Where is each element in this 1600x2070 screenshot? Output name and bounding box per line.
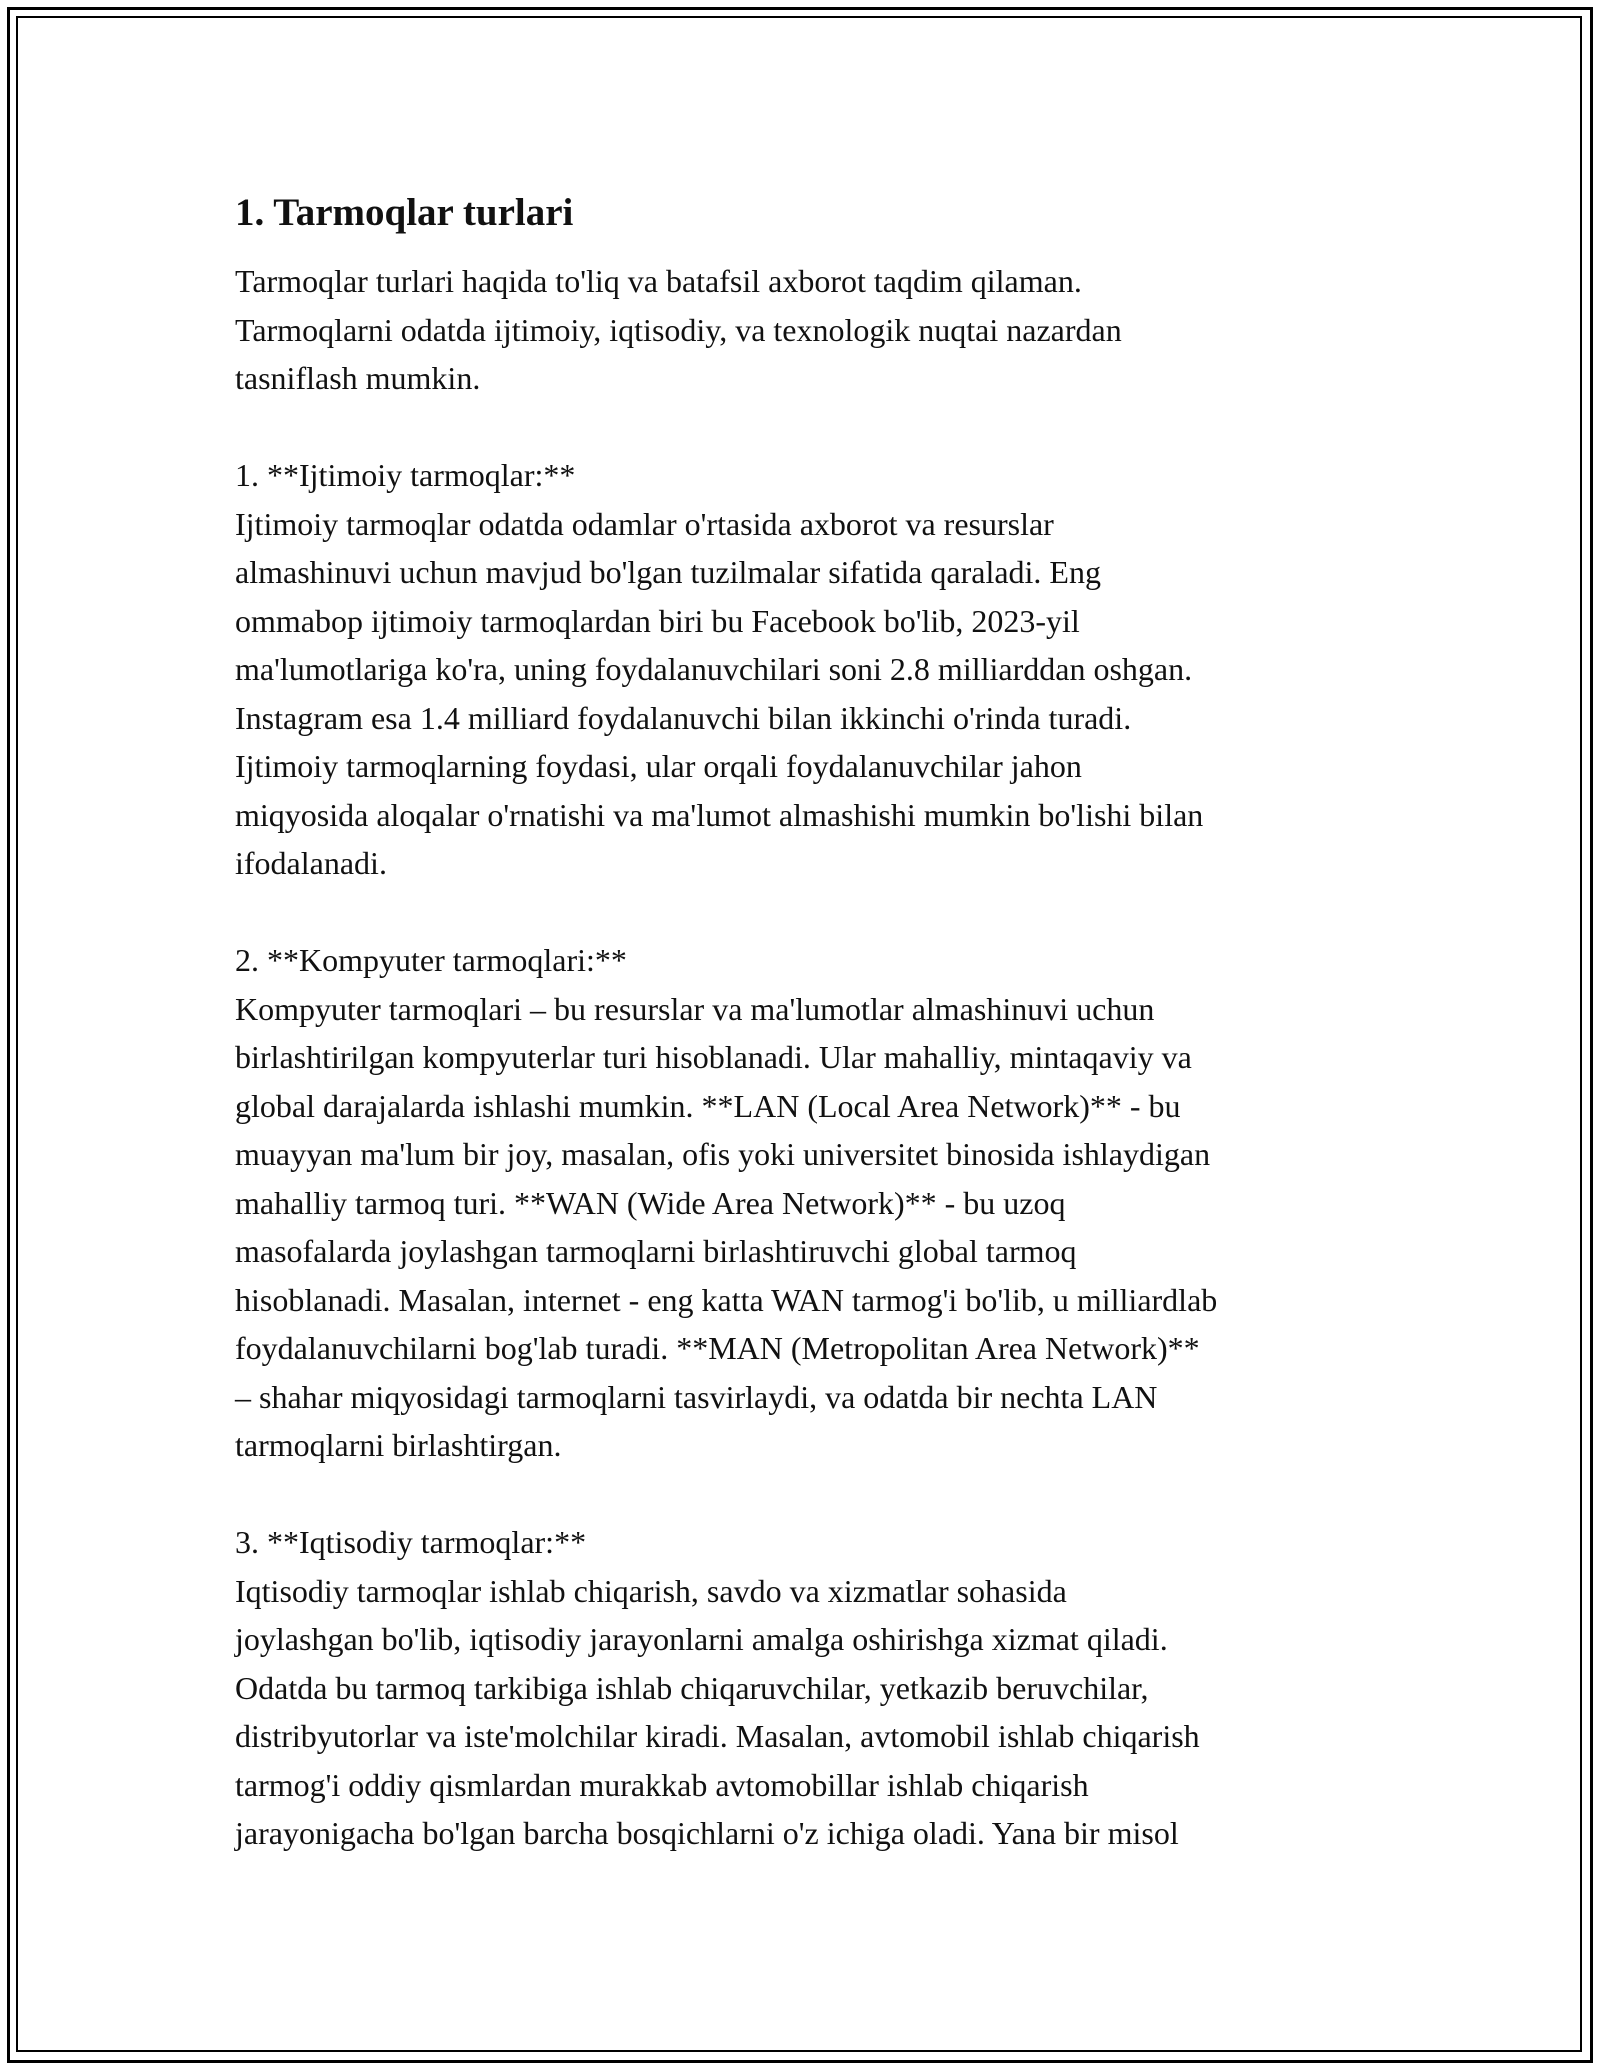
document-content [235,185,1385,1858]
document-title: 1. Tarmoqlar turlari [235,191,574,234]
document-body: Tarmoqlar turlari haqida to'liq va batafsil axborot taqdim qilaman. Tarmoqlarni odatda ijtimoiy, iqtisodiy, va texnologik nuqtai nazardan tasniflash mumkin. 1. **Ijtimoiy tarmoqlar:** Ijtimoiy tarmoqlar odatda odamlar o'rtasida axborot va resurslar almashinuvi uchun mavjud bo'lgan tuzilmalar sifatida qaraladi. Eng ommabop ijtimoiy tarmoqlardan biri bu Facebook bo'lib, 2023-yil ma'lumotlariga ko'ra, uning foydalanuvchilari soni 2.8 milliarddan oshgan. Instagram esa 1.4 milliard foydalanuvchi bilan ikkinchi o'rinda turadi. Ijtimoiy tarmoqlarning foydasi, ular orqali foydalanuvchilar jahon miqyosida aloqalar o'rnatishi va ma'lumot almashishi mumkin bo'lishi bilan ifodalanadi. 2. **Kompyuter tarmoqlari:** Kompyuter tarmoqlari – bu resurslar va ma'lumotlar almashinuvi uchun birlashtirilgan kompyuterlar turi hisoblanadi. Ular mahalliy, mintaqaviy va global darajalarda ishlashi mumkin. **LAN (Local Area Network)** - bu muayyan ma'lum bir joy, masalan, ofis yoki universitet binosida ishlaydigan mahalliy tarmoq turi. **WAN (Wide Area Network)** - bu uzoq masofalarda joylashgan tarmoqlarni birlashtiruvchi global tarmoq hisoblanadi. Masalan, internet - eng katta WAN tarmog'i bo'lib, u milliardlab foydalanuvchilarni bog'lab turadi. **MAN (Metropolitan Area Network)** – shahar miqyosidagi tarmoqlarni tasvirlaydi, va odatda bir nechta LAN tarmoqlarni birlashtirgan. 3. **Iqtisodiy tarmoqlar:** Iqtisodiy tarmoqlar ishlab chiqarish, savdo va xizmatlar sohasida joylashgan bo'lib, iqtisodiy jarayonlarni amalga oshirishga xizmat qiladi. Odatda bu tarmoq tarkibiga ishlab chiqaruvchilar, yetkazib beruvchilar, distribyutorlar va iste'molchilar kiradi. Masalan, avtomobil ishlab chiqarish tarmog'i oddiy qismlardan murakkab avtomobillar ishlab chiqarish jarayonigacha bo'lgan barcha bosqichlarni o'z ichiga oladi. Yana bir misol [235,263,1218,1851]
